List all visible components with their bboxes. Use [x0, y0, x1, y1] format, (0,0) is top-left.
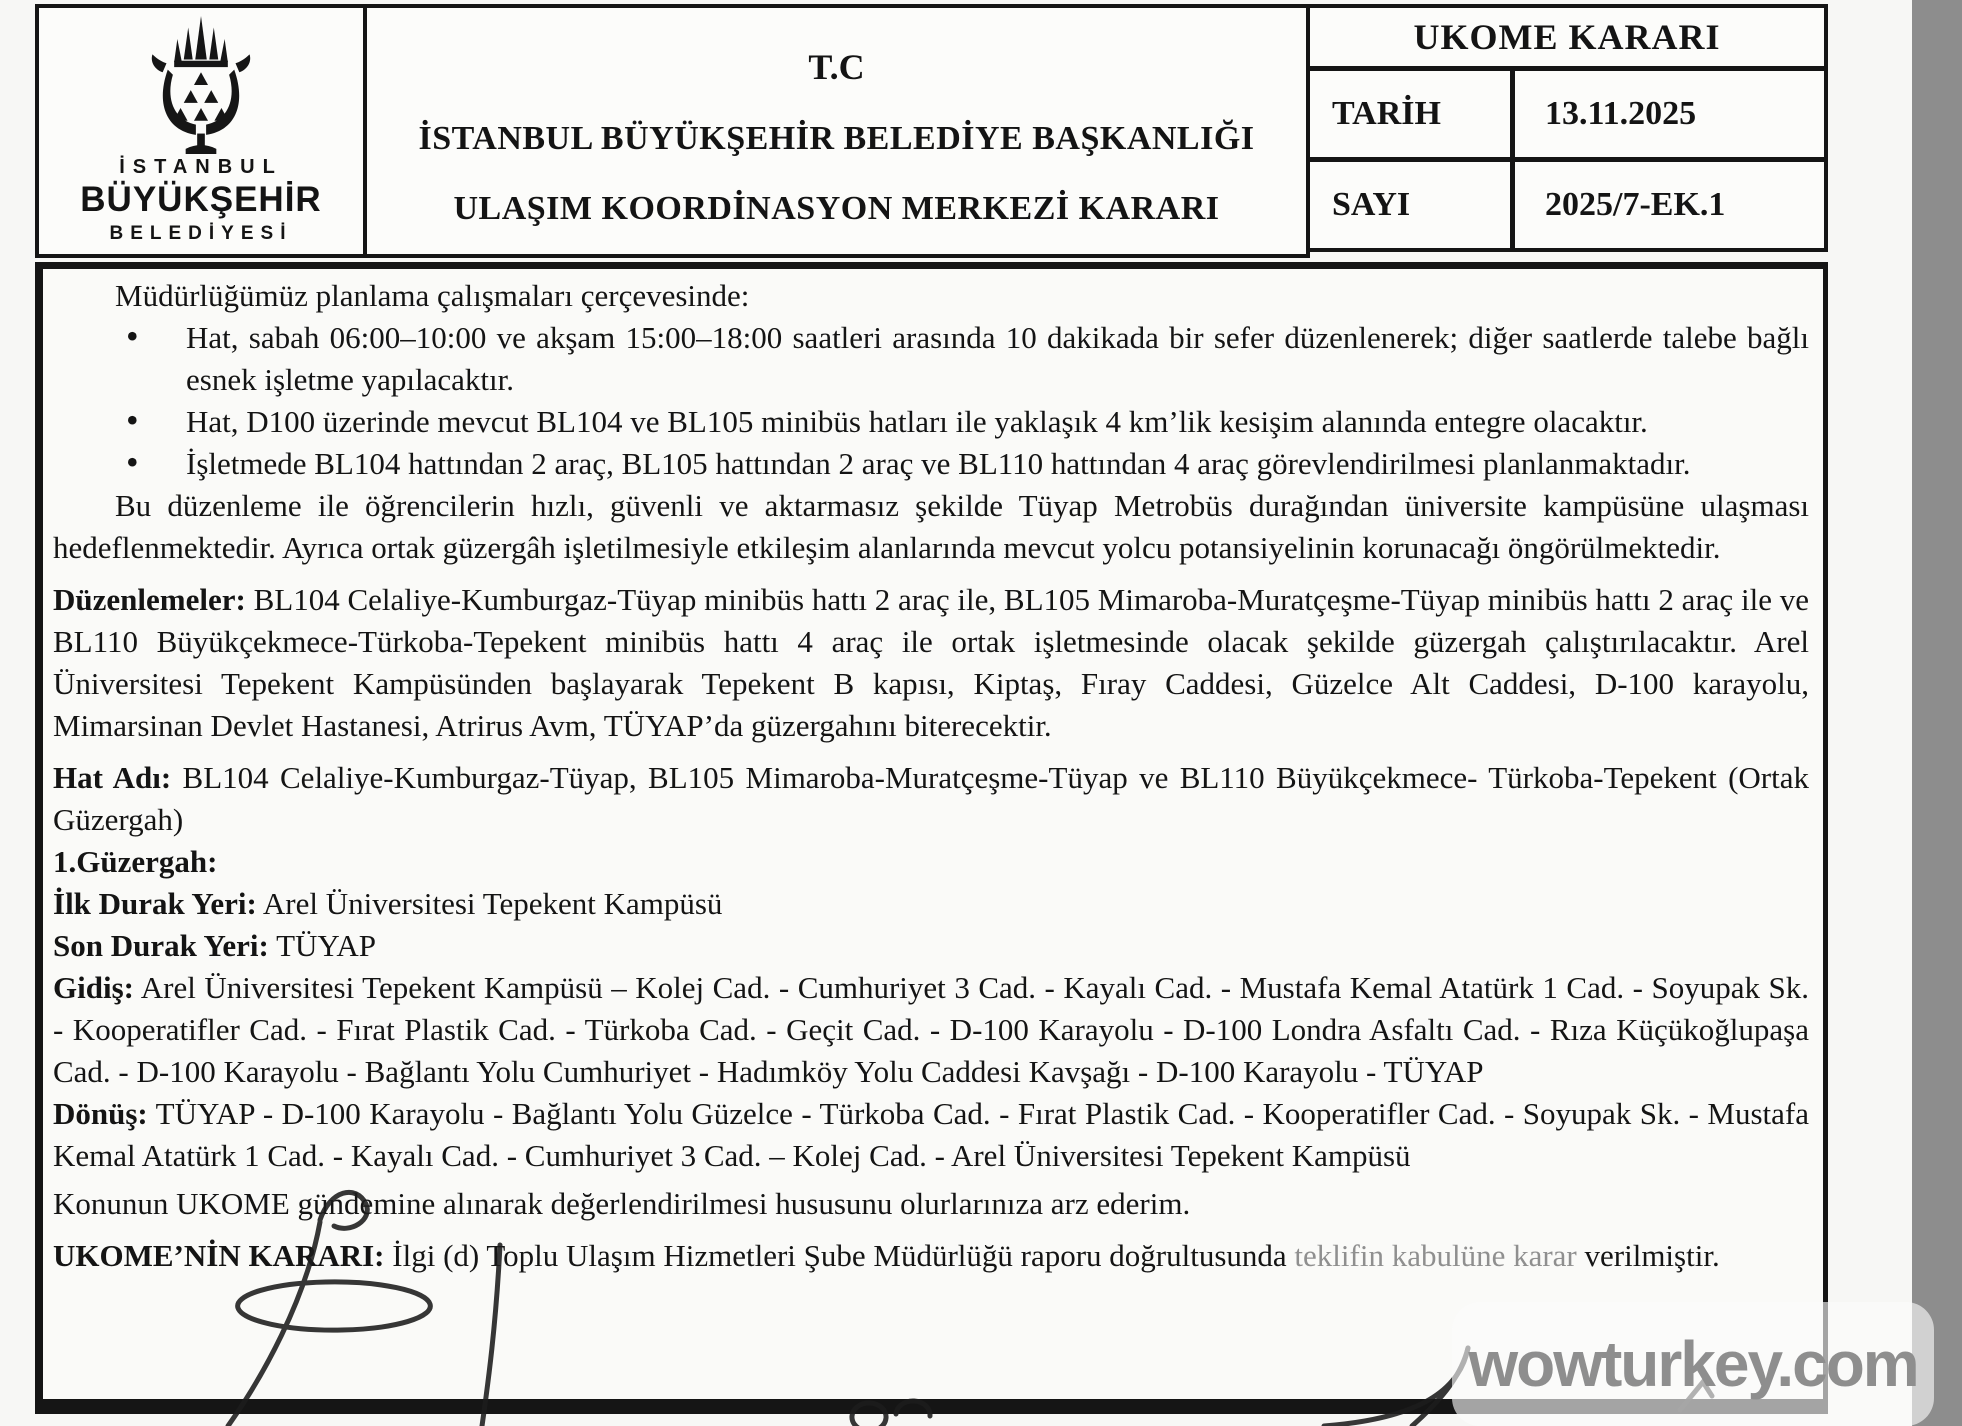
- ibb-logo-box: [35, 4, 367, 258]
- title-ukome: ULAŞIM KOORDİNASYON MERKEZİ KARARI: [453, 190, 1220, 227]
- donus-paragraph: [53, 1093, 1809, 1177]
- tarih-value: 13.11.2025: [1545, 95, 1697, 132]
- logo-text-istanbul: İSTANBUL: [119, 156, 283, 178]
- karar-label: UKOME’NİN KARARI:: [53, 1238, 385, 1273]
- intro-paragraph: Müdürlüğümüz planlama çalışmaları çerçevesinde:: [115, 278, 750, 313]
- scan-edge-strip: [1912, 0, 1962, 1426]
- bullet-item-integration: • Hat, D100 üzerinde mevcut BL104 ve BL105 minibüs hatları ile yaklaşık 4 km’lik kesişim alanında entegre olacaktır.: [186, 401, 1809, 443]
- hat-adi-paragraph: [53, 757, 1809, 841]
- bullet-item-vehicles: • İşletmede BL104 hattından 2 araç, BL105 hattından 2 araç ve BL110 hattından 4 araç görevlendirilmesi planlanmaktadır.: [186, 443, 1809, 485]
- tarih-label: TARİH: [1310, 71, 1515, 157]
- karar-faded-text: teklifin kabulüne karar: [1294, 1238, 1577, 1273]
- table-row-tarih: [1310, 71, 1824, 162]
- karar-paragraph: [53, 1235, 1809, 1277]
- donus-text: TÜYAP - D-100 Karayolu - Bağlantı Yolu Güzelce - Türkoba Cad. - Fırat Plastik Cad. - Kooperatifler Cad. - Soyupak Sk. - Mustafa Kemal Atatürk 1 Cad. - Kayalı Cad. - Cumhuriyet 3 Cad. – Kolej Cad. - Arel Üniversitesi Tepekent Kampüsü: [53, 1096, 1809, 1173]
- son-durak-label: Son Durak Yeri:: [53, 928, 269, 963]
- ibb-emblem-icon: [137, 16, 265, 154]
- logo-text-belediyesi: BELEDİYESİ: [109, 223, 293, 244]
- sayi-value: 2025/7-EK.1: [1545, 186, 1726, 223]
- guzergah-heading: 1.Güzergah:: [53, 844, 218, 879]
- ilk-durak-text: Arel Üniversitesi Tepekent Kampüsü: [262, 886, 723, 921]
- karar-tail: verilmiştir.: [1584, 1238, 1720, 1273]
- gidis-label: Gidiş:: [53, 970, 134, 1005]
- son-durak-text: TÜYAP: [276, 928, 376, 963]
- bullet-item-frequency: • Hat, sabah 06:00–10:00 ve akşam 15:00–18:00 saatleri arasında 10 dakikada bir sefer düzenlenerek; diğer saatlerde talebe bağlı esnek işletme yapılacaktır.: [186, 317, 1809, 401]
- ilk-durak-line: [53, 883, 1809, 925]
- son-durak-line: [53, 925, 1809, 967]
- planning-bullet-list: [53, 317, 1809, 485]
- watermark: [1452, 1302, 1934, 1426]
- document-title-box: [363, 4, 1310, 258]
- donus-label: Dönüş:: [53, 1096, 148, 1131]
- duzenlemeler-label: Düzenlemeler:: [53, 582, 246, 617]
- arz-paragraph: Konunun UKOME gündemine alınarak değerlendirilmesi hususunu olurlarınıza arz ederim.: [53, 1186, 1191, 1221]
- decision-body: [35, 262, 1828, 1414]
- decision-meta-table: [1306, 4, 1828, 252]
- title-baskanlik: İSTANBUL BÜYÜKŞEHİR BELEDİYE BAŞKANLIĞI: [418, 120, 1255, 157]
- table-row-sayi: [1310, 162, 1824, 248]
- sayi-label: SAYI: [1310, 162, 1515, 248]
- karar-text: İlgi (d) Toplu Ulaşım Hizmetleri Şube Müdürlüğü raporu doğrultusunda: [392, 1238, 1287, 1273]
- goal-paragraph: Bu düzenleme ile öğrencilerin hızlı, güvenli ve aktarmasız şekilde Tüyap Metrobüs durağından üniversite kampüsüne ulaşması hedeflenmektedir. Ayrıca ortak güzergâh işletilmesiyle etkileşim alanlarında mevcut yolcu potansiyelinin korunacağı öngörülmektedir.: [53, 488, 1809, 565]
- duzenlemeler-paragraph: [53, 579, 1809, 747]
- watermark-text: wowturkey.com: [1468, 1328, 1918, 1400]
- hat-adi-text: BL104 Celaliye-Kumburgaz-Tüyap, BL105 Mimaroba-Muratçeşme-Tüyap ve BL110 Büyükçekmece- Türkoba-Tepekent (Ortak Güzergah): [53, 760, 1810, 837]
- gidis-text: Arel Üniversitesi Tepekent Kampüsü – Kolej Cad. - Cumhuriyet 3 Cad. - Kayalı Cad. - Mustafa Kemal Atatürk 1 Cad. - Soyupak Sk. - Kooperatifler Cad. - Fırat Plastik Cad. - Türkoba Cad. - Geçit Cad. - D-100 Karayolu - D-100 Londra Asfaltı Cad. - Rıza Küçükoğlupaşa Cad. - D-100 Karayolu - Bağlantı Yolu Cumhuriyet - Hadımköy Yolu Caddesi Kavşağı - D-100 Karayolu - TÜYAP: [53, 970, 1809, 1089]
- decision-table-title: UKOME KARARI: [1310, 8, 1824, 71]
- duzenlemeler-text: BL104 Celaliye-Kumburgaz-Tüyap minibüs hattı 2 araç ile, BL105 Mimaroba-Muratçeşme-Tüyap minibüs hattı 2 araç ile ve BL110 Büyükçekmece-Türkoba-Tepekent minibüs hattı 4 araç ile ortak işletmesinde olacak şekilde güzergah çalıştırılacaktır. Arel Üniversitesi Tepekent Kampüsünden başlayarak Tepekent B kapısı, Kiptaş, Fıray Caddesi, Güzelce Alt Caddesi, D-100 karayolu, Mimarsinan Devlet Hastanesi, Atrirus Avm, TÜYAP’da güzergahını biterecektir.: [53, 582, 1809, 743]
- title-tc: T.C: [808, 47, 865, 87]
- hat-adi-label: Hat Adı:: [53, 760, 172, 795]
- gidis-paragraph: [53, 967, 1809, 1093]
- logo-text-buyuksehir: BÜYÜKŞEHİR: [80, 180, 322, 219]
- ilk-durak-label: İlk Durak Yeri:: [53, 886, 257, 921]
